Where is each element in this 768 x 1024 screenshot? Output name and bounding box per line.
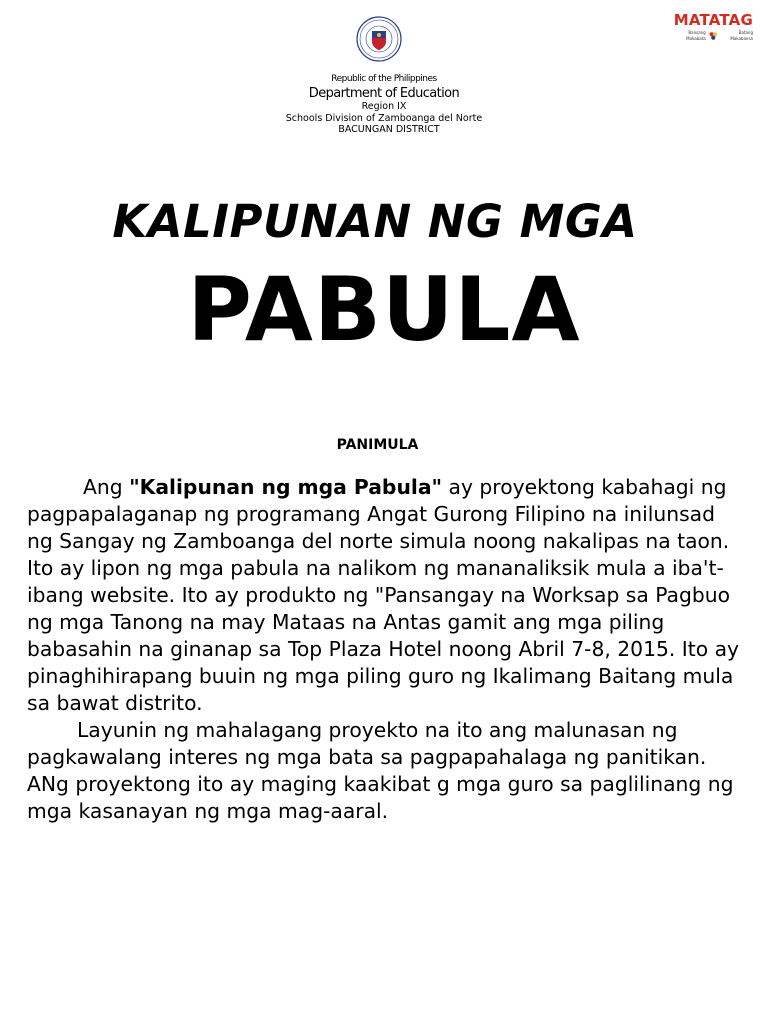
p1-bold-title: "Kalipunan ng mga Pabula" [129, 475, 443, 499]
brand-name: MATATAG [673, 11, 753, 29]
department-line: Department of Education [308, 85, 460, 101]
matatag-logo [673, 11, 753, 42]
brand-tagline-left: Bansang Makabata [686, 30, 706, 41]
division-line: Schools Division of Zamboanga del Norte [285, 112, 483, 124]
p1-lead: Ang [83, 475, 130, 499]
paragraph-1 [27, 474, 743, 717]
brand-tagline-right: Batang Makabansa [730, 30, 753, 41]
p1-rest: ay proyektong kabahagi ng pagpapalaganap ng programang Angat Gurong Filipino na inilunsad ng Sangay ng Zamboanga del norte simula noong nakalipas na taon. Ito ay lipon ng mga pabula na nalikom ng mananaliksik mula a iba't-ibang website. Ito ay produkto ng "Pansangay na Worksap sa Pagbuo ng mga Tanong na may Mataas na Antas gamit ang mga piling babasahin na ginanap sa Top Plaza Hotel noong Abril 7-8, 2015. Ito ay pinaghihirapang buuin ng mga piling guro ng Ikalimang Baitang mula sa bawat distrito. [27, 475, 740, 715]
district-line: BACUNGAN DISTRICT [338, 124, 440, 136]
republic-line: Republic of the Philippines [331, 74, 437, 84]
deped-seal-icon [356, 16, 402, 62]
p2-text: Layunin ng mahalagang proyekto na ito ang malunasan ng pagkawalang interes ng mga bata sa pagpapahalaga ng panitikan. ANg proyektong ito ay maging kaakibat g mga guro sa paglilinang ng mga kasanayan ng mga mag-aaral. [27, 718, 734, 823]
body-text [27, 474, 743, 825]
letterhead [0, 74, 768, 136]
brand-mark-icon [709, 31, 718, 41]
title-line-2: PABULA [187, 258, 581, 361]
section-heading: PANIMULA [336, 437, 419, 453]
paragraph-2 [27, 717, 743, 825]
region-line: Region IX [361, 101, 407, 113]
brand-tagline [673, 30, 753, 42]
title-line-1: KALIPUNAN NG MGA [112, 195, 638, 248]
